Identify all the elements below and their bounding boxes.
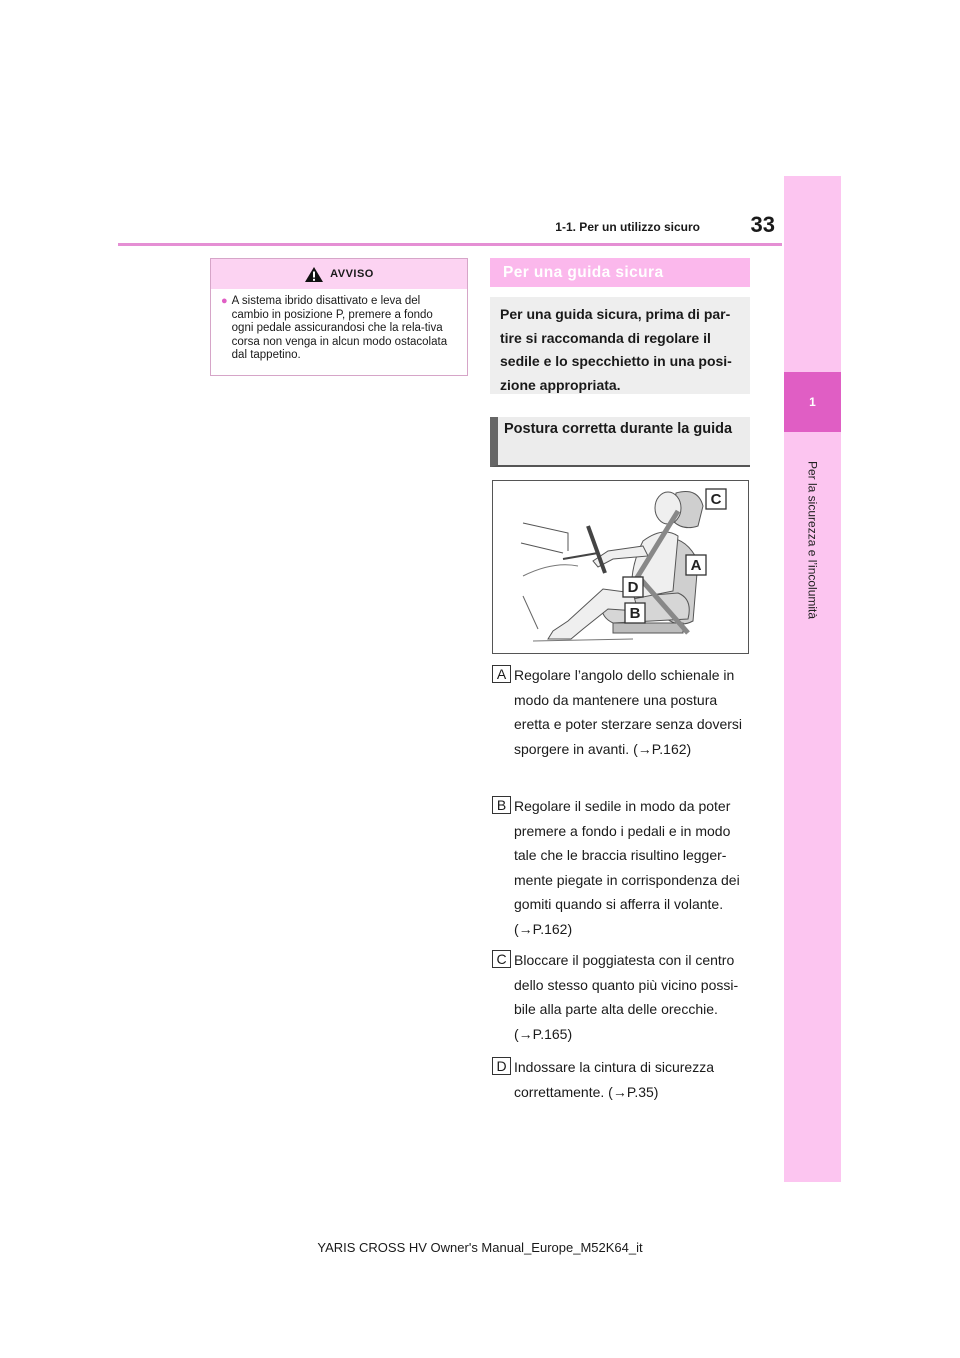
- chapter-title-text: Per la sicurezza e l’incolumità: [805, 460, 820, 620]
- warning-header: [211, 259, 467, 289]
- chapter-side-strip: [784, 176, 841, 1182]
- figure-label-B: [625, 603, 645, 623]
- page-number: 33: [750, 212, 775, 237]
- figure-label-A: [686, 555, 706, 575]
- svg-text:B: B: [629, 605, 641, 622]
- figure-label-C: [706, 489, 726, 509]
- svg-text:D: D: [627, 579, 639, 596]
- subheading: Postura corretta durante la guida: [490, 417, 750, 467]
- item-tag: A: [492, 665, 511, 683]
- item-tag: D: [492, 1057, 511, 1075]
- chapter-title-vertical: [770, 450, 855, 630]
- figure-label-D: [623, 577, 643, 597]
- item-tag: C: [492, 950, 511, 968]
- posture-drawing: [493, 481, 748, 653]
- warning-item-text: A sistema ibrido disattivato e leva del cambio in posizione P, premere a fondo ogni pedale assicurandosi che la rela-tiva corsa non venga in alcun modo ostacolata dal tappetino.: [231, 295, 448, 361]
- driving-posture-illustration: [492, 480, 749, 654]
- warning-item: [211, 289, 467, 363]
- item-text: Regolare il sedile in modo da poter premere a fondo i pedali e in modo tale che le braccia risultino legger-mente piegate in corrispondenza dei gomiti quando si afferra il volante. (→P.162): [514, 798, 740, 937]
- item-text: Bloccare il poggiatesta con il centro dello stesso quanto più vicino possi-bile alla parte alta delle orecchie. (→P.165): [514, 952, 739, 1042]
- svg-text:C: C: [710, 491, 722, 508]
- list-item: [492, 1055, 754, 1104]
- chapter-number-tab: 1: [784, 372, 841, 432]
- header-divider: [118, 243, 782, 246]
- list-item: [492, 794, 754, 941]
- item-text: Indossare la cintura di sicurezza correttamente. (→P.35): [514, 1059, 714, 1100]
- item-tag: B: [492, 796, 511, 814]
- warning-box: [210, 258, 468, 376]
- warning-label: AVVISO: [330, 268, 374, 280]
- svg-text:A: A: [690, 557, 702, 574]
- warning-triangle-icon: [304, 266, 324, 283]
- item-text: Regolare l’angolo dello schienale in modo da mantenere una postura eretta e poter sterzare senza doversi sporgere in avanti. (→P.162): [514, 667, 743, 757]
- intro-box: Per una guida sicura, prima di par-tire si raccomanda di regolare il sedile e lo specchietto in una posi-zione appropriata.: [490, 297, 750, 394]
- bullet-icon: ●: [221, 295, 228, 307]
- manual-footer: YARIS CROSS HV Owner's Manual_Europe_M52K64_it: [317, 1240, 643, 1255]
- list-item: [492, 663, 754, 761]
- section-title: 1-1. Per un utilizzo sicuro: [555, 220, 700, 234]
- list-item: [492, 948, 754, 1046]
- section-heading: Per una guida sicura: [490, 258, 750, 287]
